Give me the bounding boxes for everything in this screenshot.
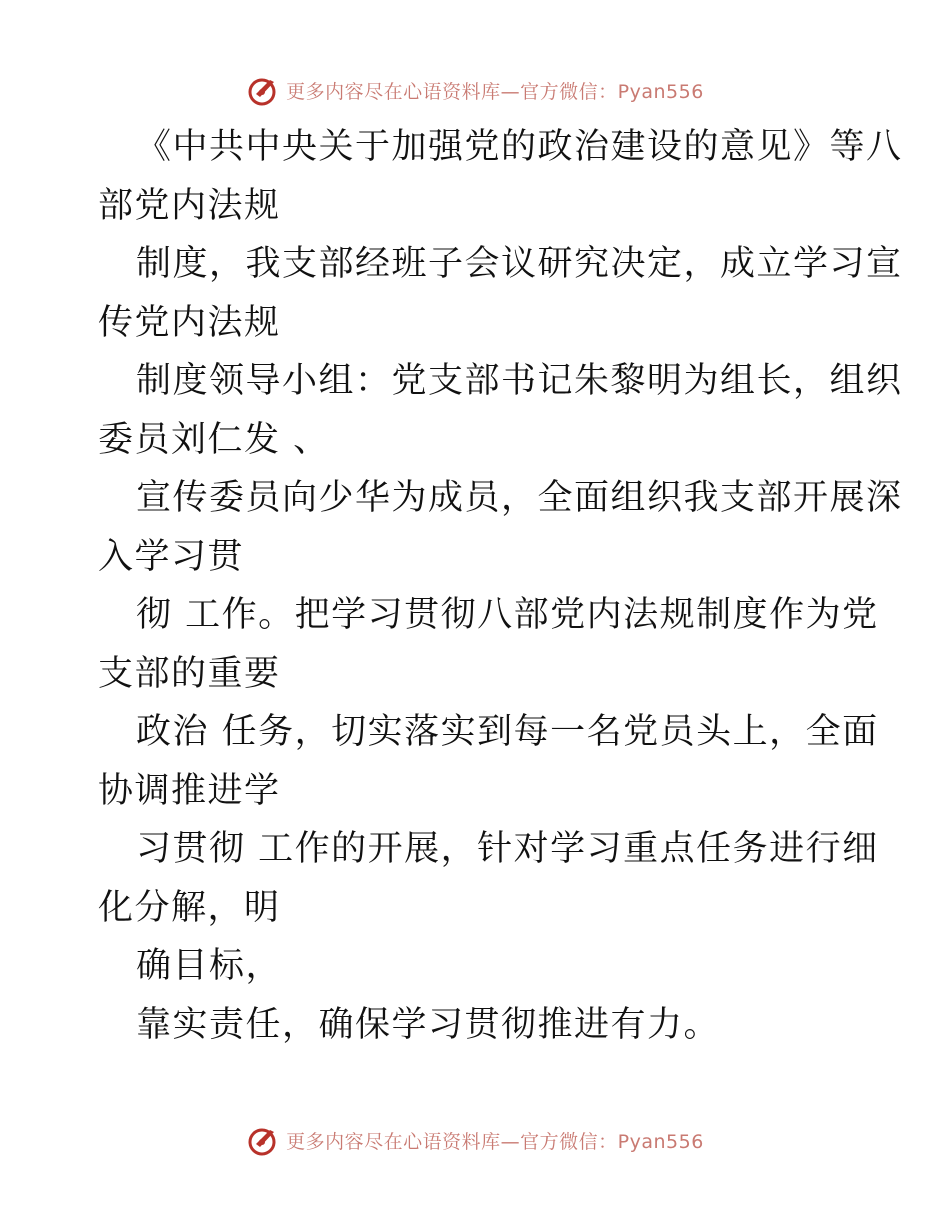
text-line: 靠实责任，确保学习贯彻推进有力。	[136, 1004, 721, 1045]
text-line: 委员刘仁发 、	[98, 419, 330, 460]
logo-icon	[246, 72, 282, 108]
text-line: 化分解，明	[98, 887, 281, 928]
logo-icon	[246, 1122, 282, 1158]
header-watermark	[0, 70, 950, 110]
text-line: 彻 工作。把学习贯彻八部党内法规制度作为党	[136, 595, 879, 635]
document-body	[98, 118, 903, 1054]
text-line: 宣传委员向少华为成员，全面组织我支部开展深	[136, 478, 903, 518]
text-line: 部党内法规	[98, 185, 281, 226]
text-line: 制度领导小组：党支部书记朱黎明为组长，组织	[136, 361, 903, 401]
text-line: 支部的重要	[98, 653, 281, 694]
text-line: 入学习贯	[98, 536, 245, 577]
text-line: 习贯彻 工作的开展，针对学习重点任务进行细	[136, 829, 879, 869]
text-line: 确目标，	[136, 946, 283, 986]
footer-watermark	[0, 1120, 950, 1160]
text-line: 协调推进学	[98, 770, 281, 811]
text-line: 制度，我支部经班子会议研究决定，成立学习宣	[136, 244, 903, 284]
text-line: 传党内法规	[98, 302, 281, 343]
watermark-text: 更多内容尽在心语资料库—官方微信：Pyan556	[286, 80, 704, 103]
text-line: 《中共中央关于加强党的政治建设的意见》等八	[136, 127, 903, 167]
text-line: 政治 任务，切实落实到每一名党员头上，全面	[136, 712, 879, 752]
watermark-text: 更多内容尽在心语资料库—官方微信：Pyan556	[286, 1130, 704, 1153]
